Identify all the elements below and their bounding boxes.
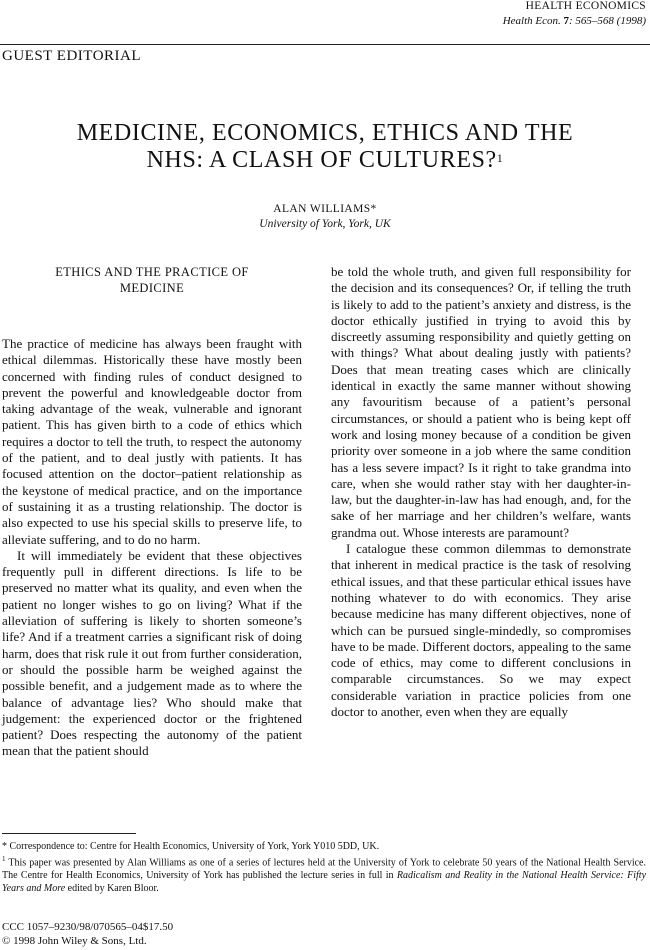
footnote-rule	[2, 833, 136, 834]
author-name: ALAN WILLIAMS*	[273, 203, 377, 215]
footnote-tail: edited by Karen Bloor.	[67, 883, 159, 895]
section-heading: ETHICS AND THE PRACTICE OF MEDICINE	[55, 265, 249, 295]
footnote-text: Correspondence to: Centre for Health Economics, University of York, York Y010 5DD, UK.	[9, 841, 380, 852]
section-label: GUEST EDITORIAL	[2, 48, 142, 64]
footnote-text: This paper was presented by Alan Williams as one of a series of lectures held at the University of York to celebrate 50 years of the National Health Service. The Centre for Health Economics, University of York has published the lecture series in full in	[2, 857, 646, 882]
header-rule	[0, 44, 650, 45]
footer-issn: CCC 1057–9230/98/070565–04$17.50	[2, 921, 174, 933]
footnote-book-title: Radicalism and Reality in the National Health Service: Fifty Years and More	[2, 870, 647, 895]
body-column-left	[2, 264, 302, 760]
citation-pages: : 565–568 (1998)	[569, 15, 646, 27]
title-footnote-mark: 1	[496, 151, 504, 165]
citation-volume: 7	[563, 15, 569, 27]
footnote-mark: 1	[2, 855, 6, 863]
title-line-2: NHS: A CLASH OF CULTURES?	[146, 147, 497, 173]
body-paragraph: The practice of medicine has always been fraught with ethical dilemmas. Historically these have mostly been concerned with finding rules of conduct designed to prevent the powerful and knowledgeable doctor from taking advantage of the weak, vulnerable and ignorant patient. This has given birth to a code of ethics which requires a doctor to tell the truth, to respect the autonomy of the patient, and to deal justly with patients. It has focused attention on the doctor–patient relationship as the keystone of medical practice, and on the importance of sustaining it as a trusting relationship. The doctor is also expected to use his special skills to preserve life, to alleviate suffering, and to do no harm.	[2, 336, 302, 547]
title-line-1: MEDICINE, ECONOMICS, ETHICS AND THE	[76, 120, 574, 146]
body-paragraph: It will immediately be evident that these objectives frequently pull in different directions. Is life to be preserved no matter what its quality, and even when the patient no longer wishes to go on living? What if the alleviation of suffering is likely to shorten someone’s life? And if a treatment carries a significant risk of doing harm, does that risk rule it out from further consideration, or should the possible harm be weighed against the possible benefit, and a judgement made as to where the balance of advantage lies? Who should make that judgement: the experienced doctor or the frightened patient? Does respecting the autonomy of the patient mean that the patient should	[2, 547, 303, 759]
footer-copyright: © 1998 John Wiley & Sons, Ltd.	[2, 935, 147, 947]
body-column-right	[331, 264, 631, 720]
footnote-mark: *	[2, 841, 7, 852]
article-title	[0, 120, 650, 174]
journal-name: HEALTH ECONOMICS	[525, 0, 646, 12]
body-paragraph: be told the whole truth, and given full responsibility for the decision and its consequences? Or, if telling the truth is likely to add to the patient’s anxiety and distress, is the doctor ethically justified in trying to avoid this by discreetly assuming responsibility and quietly getting on with things? What about dealing justly with patients? Does that mean treating cases which are clinically identical in exactly the same manner without showing any favouritism because of a patient’s personal circumstances, or should a patient who is being kept off work and losing money because of a condition be given priority over someone in a job where the same condition has a less severe impact? Is it right to take grandma into care, when she would rather stay with her daughter-in-law, but the daughter-in-law has had enough, and, for the sake of her marriage and her children’s welfare, wants grandma out. Whose interests are paramount?	[331, 264, 631, 540]
body-paragraph: I catalogue these common dilemmas to demonstrate that inherent in medical practice is the task of resolving ethical issues, and that these particular ethical issues have nothing whatever to do with economics. They arise because medicine has many different objectives, none of which can be pursued single-mindedly, so compromises have to be made. Different doctors, appealing to the same code of ethics, may come to different conclusions in comparable circumstances. So we may expect considerable variation in practice policies from one doctor to another, even when they are equally	[331, 541, 631, 720]
footnote-lecture-series	[2, 853, 646, 895]
author-affiliation: University of York, York, UK	[259, 218, 391, 230]
citation-journal: Health Econ.	[502, 15, 561, 27]
journal-citation	[503, 15, 646, 27]
footnote-correspondence	[2, 840, 646, 853]
